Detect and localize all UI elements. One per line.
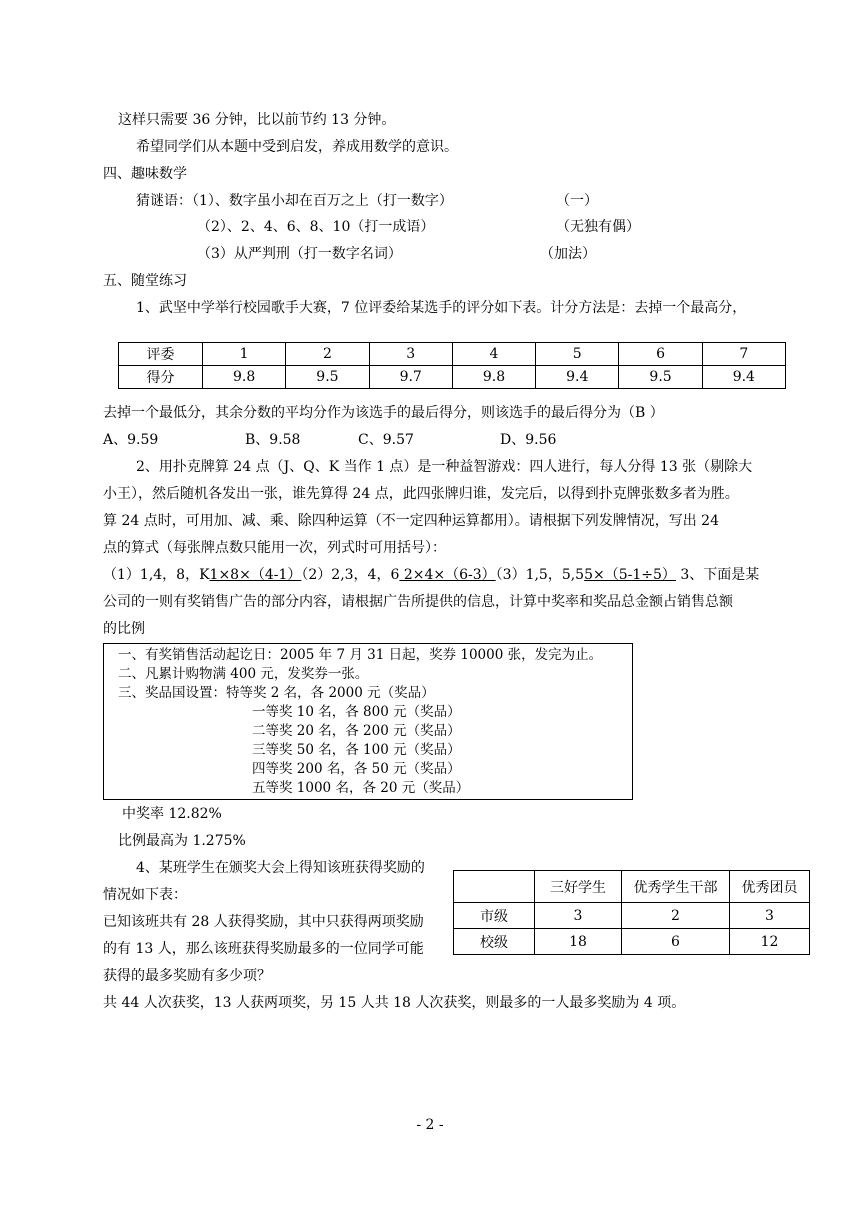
- riddle-2-answer: （无独有偶）: [556, 219, 640, 235]
- answer-underlined: 2×4×（6-3）: [399, 567, 496, 583]
- table-cell: 12: [730, 929, 810, 955]
- question-4-cont: 情况如下表：: [103, 887, 187, 903]
- award-table-row: [454, 929, 810, 955]
- answer-underlined: 1×8×（4-1）: [209, 567, 302, 583]
- table-cell: 优秀团员: [730, 871, 810, 903]
- question-2: 2、用扑克牌算 24 点（J、Q、K 当作 1 点）是一种益智游戏：四人进行，每人分得 13 张（剔除大: [136, 459, 753, 475]
- option-a: A、9.59: [103, 432, 159, 448]
- table-cell: 校级: [454, 929, 535, 955]
- score-table-row: [119, 343, 786, 366]
- text-line: 希望同学们从本题中受到启发，养成用数学的意识。: [136, 139, 458, 155]
- question-4-cont: 的有 13 人，那么该班获得奖励最多的一位同学可能: [103, 941, 424, 957]
- answer-prefix: （3）1,5，5,5: [495, 567, 585, 583]
- table-cell: 7: [702, 343, 785, 366]
- ad-line: 二、凡累计购物满 400 元，发奖券一张。: [118, 666, 369, 682]
- ad-line: 三、奖品国设置：特等奖 2 名，各 2000 元（奖品）: [118, 685, 435, 701]
- answer-prefix: （2）2,3，4，6: [301, 567, 400, 583]
- table-cell: 评委: [119, 343, 203, 366]
- riddle-3-answer: （加法）: [540, 246, 596, 262]
- question-4-cont: 已知该班共有 28 人获得奖励，其中只获得两项奖励: [103, 914, 424, 930]
- table-cell: 优秀学生干部: [622, 871, 730, 903]
- question-1: 1、武坚中学举行校园歌手大赛，7 位评委给某选手的评分如下表。计分方法是：去掉一个最高分，: [136, 300, 747, 316]
- question-3-cont: 的比例: [103, 621, 145, 637]
- riddle-1-answer: （一）: [556, 193, 598, 209]
- table-cell: 3: [369, 343, 452, 366]
- ad-line: 五等奖 1000 名，各 20 元（奖品）: [252, 780, 470, 796]
- table-cell: 9.8: [452, 366, 535, 389]
- table-cell: 1: [203, 343, 286, 366]
- riddle-2: （2）、2、4、6、8、10（打一成语）: [197, 219, 435, 235]
- ad-line: 一、有奖销售活动起讫日：2005 年 7 月 31 日起，奖券 10000 张，发完为止。: [118, 647, 603, 663]
- text-line: 这样只需要 36 分钟，比以前节约 13 分钟。: [118, 112, 396, 128]
- award-table-row: [454, 871, 810, 903]
- question-3-cont: 公司的一则有奖销售广告的部分内容，请根据广告所提供的信息，计算中奖率和奖品总金额占销售总额: [103, 594, 733, 610]
- page-number: - 2 -: [416, 1117, 444, 1133]
- score-table: [118, 342, 786, 389]
- score-table-row: [119, 366, 786, 389]
- table-cell: 9.5: [286, 366, 369, 389]
- ad-line: 三等奖 50 名，各 100 元（奖品）: [252, 742, 461, 758]
- section-heading: 四、趣味数学: [103, 166, 187, 182]
- table-cell: 市级: [454, 903, 535, 929]
- option-d: D、9.56: [500, 432, 557, 448]
- answer-3b: 比例最高为 1.275%: [118, 833, 246, 849]
- table-cell: 2: [286, 343, 369, 366]
- table-cell: [454, 871, 535, 903]
- question-4-cont: 获得的最多奖励有多少项？: [103, 968, 271, 984]
- table-cell: 3: [730, 903, 810, 929]
- table-cell: 9.8: [203, 366, 286, 389]
- question-2-cont: 点的算式（每张牌点数只能用一次，列式时可用括号）：: [103, 540, 446, 556]
- question-2-answers: [103, 566, 759, 584]
- table-cell: 9.4: [702, 366, 785, 389]
- answer-3a: 中奖率 12.82%: [122, 806, 222, 822]
- option-c: C、9.57: [358, 432, 414, 448]
- table-cell: 2: [622, 903, 730, 929]
- table-cell: 9.7: [369, 366, 452, 389]
- table-cell: 6: [619, 343, 702, 366]
- ad-line: 一等奖 10 名，各 800 元（奖品）: [252, 704, 461, 720]
- table-cell: 三好学生: [535, 871, 622, 903]
- answer-4: 共 44 人次获奖，13 人获两项奖，另 15 人共 18 人次获奖，则最多的一人最多奖励为 4 项。: [103, 995, 686, 1011]
- award-table: [453, 870, 810, 955]
- riddle-1: 猜谜语：（1）、数字虽小却在百万之上（打一数字）: [136, 193, 453, 209]
- question-4: 4、某班学生在颁奖大会上得知该班获得奖励的: [136, 860, 425, 876]
- table-cell: 5: [536, 343, 619, 366]
- table-cell: 6: [622, 929, 730, 955]
- ad-line: 四等奖 200 名，各 50 元（奖品）: [252, 761, 461, 777]
- table-cell: 9.4: [536, 366, 619, 389]
- question-2-cont: 算 24 点时，可用加、减、乘、除四种运算（不一定四种运算都用）。请根据下列发牌情况，写出 24: [103, 513, 719, 529]
- question-2-cont: 小王），然后随机各发出一张，谁先算得 24 点，此四张牌归谁，发完后，以得到扑克牌张数多者为胜。: [103, 486, 739, 502]
- ad-line: 二等奖 20 名，各 200 元（奖品）: [252, 723, 461, 739]
- question-3-start: 3、下面是某: [675, 567, 760, 583]
- option-b: B、9.58: [245, 432, 301, 448]
- answer-underlined: 5×（5-1÷5）: [584, 567, 676, 583]
- table-cell: 4: [452, 343, 535, 366]
- table-cell: 得分: [119, 366, 203, 389]
- riddle-3: （3）从严判刑（打一数字名词）: [197, 246, 402, 262]
- section-heading: 五、随堂练习: [103, 273, 187, 289]
- award-table-row: [454, 903, 810, 929]
- question-1-cont: 去掉一个最低分，其余分数的平均分作为该选手的最后得分，则该选手的最后得分为（B ）: [103, 405, 664, 421]
- answer-prefix: （1）1,4，8，K: [103, 567, 210, 583]
- table-cell: 9.5: [619, 366, 702, 389]
- table-cell: 3: [535, 903, 622, 929]
- table-cell: 18: [535, 929, 622, 955]
